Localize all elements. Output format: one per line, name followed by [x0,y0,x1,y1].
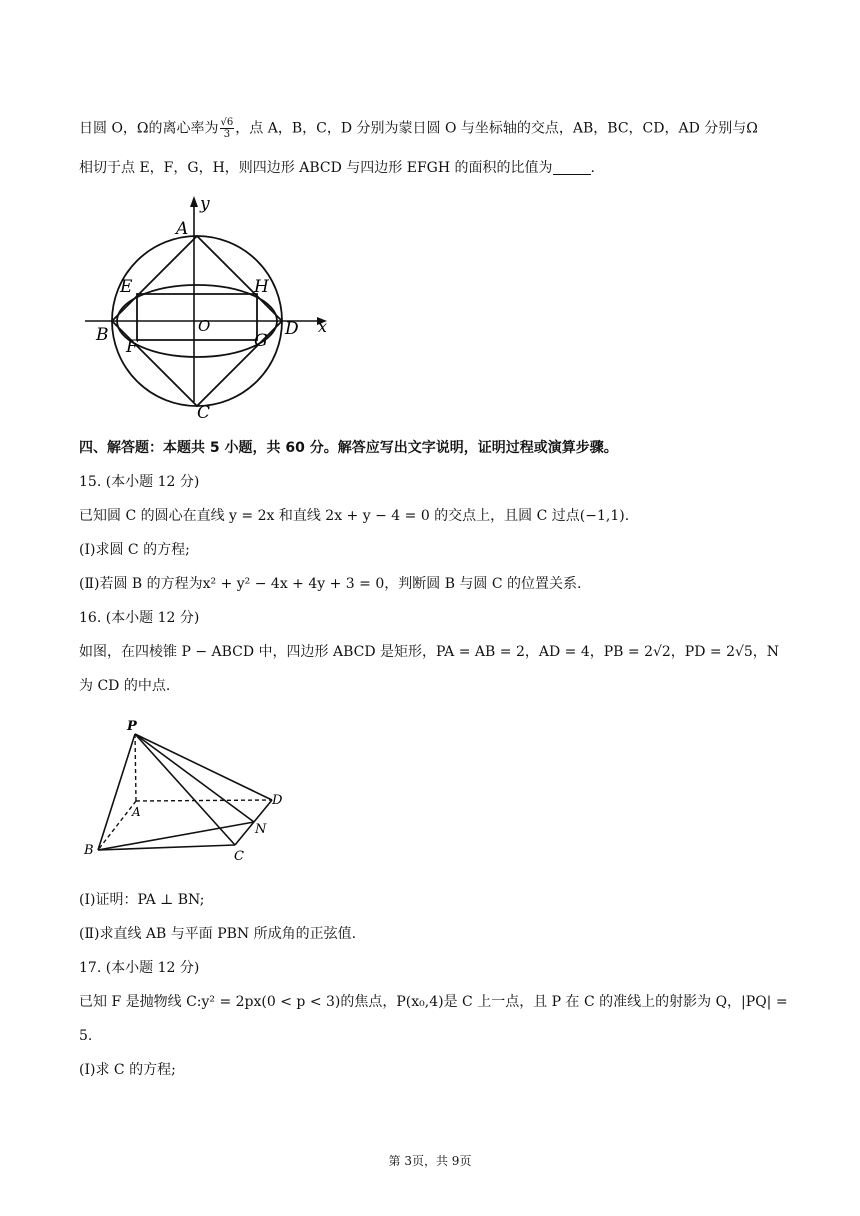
q15-heading: 15. (本小题 12 分) [79,474,200,490]
answer-blank [553,160,591,175]
q15-stem: 已知圆 C 的圆心在直线 y = 2x 和直线 2x + y − 4 = 0 的交点上，且圆 C 过点(−1,1). [79,508,630,524]
q17-stem-line2: 5. [79,1028,93,1044]
edge-PD [135,734,272,800]
text-segment: 相切于点 E，F，G，H，则四边形 ABCD 与四边形 EFGH 的面积的比值为 [79,160,553,176]
fraction [220,117,235,140]
q16-stem-line2: 为 CD 的中点. [79,678,171,694]
q16-part1: (Ⅰ)证明：PA ⊥ BN; [79,892,205,908]
q14-continued-line2 [79,158,595,178]
q16-part2: (Ⅱ)求直线 AB 与平面 PBN 所成角的正弦值. [79,926,357,942]
fraction-denominator: 3 [223,129,231,140]
label-F: F [126,337,138,357]
label-P: P [127,719,137,734]
label-H: H [254,277,269,297]
text-segment: ，点 A，B，C，D 分别为蒙日圆 O 与坐标轴的交点，AB，BC，CD，AD 分别与Ω [235,120,758,137]
edge-AD [136,800,272,801]
label-y: y [200,194,210,214]
q14-continued-line1 [79,117,758,140]
label-O: O [198,317,211,335]
q15-part1: (Ⅰ)求圆 C 的方程; [79,542,190,558]
edge-PA [135,734,136,801]
q16-stem-line1: 如图，在四棱锥 P − ABCD 中，四边形 ABCD 是矩形，PA = AB = 2，AD = 4，PB = 2√2，PD = 2√5，N [79,644,780,660]
figure-pyramid [80,712,290,870]
label-A: A [176,219,189,239]
label-E: E [120,277,133,297]
q15-part2: (Ⅱ)若圆 B 的方程为x² + y² − 4x + 4y + 3 = 0，判断圆 B 与圆 C 的位置关系. [79,576,582,592]
figure-monge-circle [80,190,340,422]
label-A: A [132,805,141,819]
label-B: B [84,843,94,858]
label-C: C [197,403,211,422]
label-B: B [96,325,109,345]
text-segment: 日圆 O，Ω的离心率为 [79,120,219,137]
label-x: x [318,317,328,336]
section-heading: 四、解答题：本题共 5 小题，共 60 分。解答应写出文字说明，证明过程或演算步骤。 [79,440,618,456]
label-D: D [272,793,283,808]
edge-PN [135,734,254,822]
edge-AB [98,801,136,850]
quadrilateral-efgh [137,294,257,340]
fraction-numerator: √6 [220,117,234,128]
y-axis-arrow [190,196,198,207]
label-N: N [255,822,267,837]
text-segment: . [590,160,595,176]
q17-stem-line1: 已知 F 是抛物线 C:y² = 2px(0 < p < 3)的焦点，P(x₀,4)是 C 上一点，且 P 在 C 的准线上的射影为 Q，|PQ| = [79,994,788,1010]
q17-part1: (Ⅰ)求 C 的方程; [79,1062,176,1078]
label-D: D [285,319,299,339]
page-footer: 第 3页，共 9页 [388,1154,472,1168]
q17-heading: 17. (本小题 12 分) [79,960,200,976]
label-C: C [234,849,244,864]
q16-heading: 16. (本小题 12 分) [79,610,200,626]
edge-PB [98,734,135,850]
label-G: G [254,331,268,351]
